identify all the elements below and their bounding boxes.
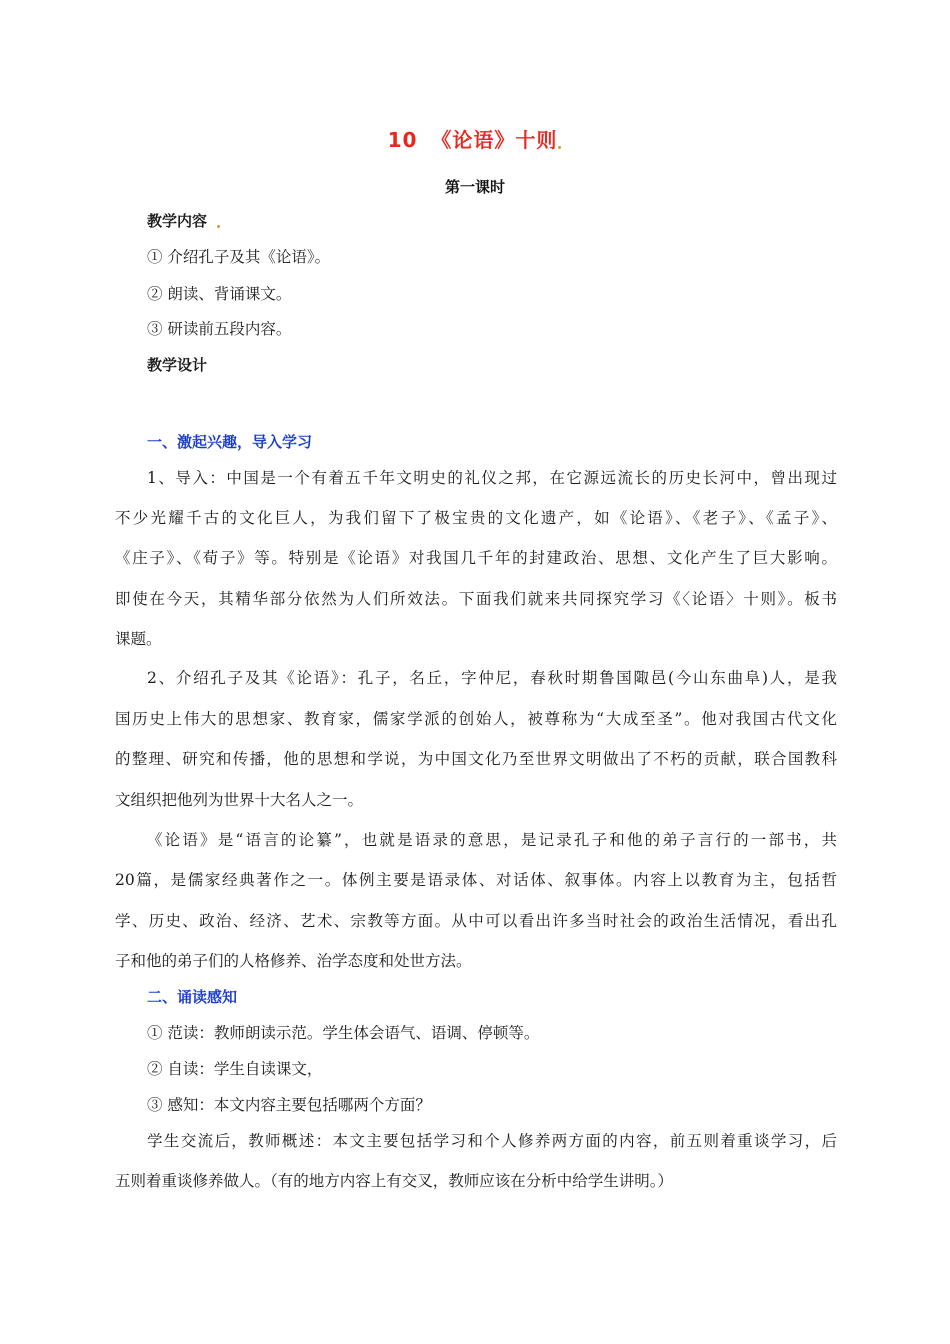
paragraph-line: 20篇，是儒家经典著作之一。体例主要是语录体、对话体、叙事体。内容上以教育为主，包括哲 xyxy=(115,871,837,889)
paragraph-line: 课题。 xyxy=(115,630,162,648)
paragraph-line: 学生交流后，教师概述：本文主要包括学习和个人修养两方面的内容，前五则着重谈学习，后 xyxy=(147,1132,837,1150)
paragraph-line: 文组织把他列为世界十大名人之一。 xyxy=(115,791,364,809)
section-heading: 二、诵读感知 xyxy=(147,988,238,1006)
paragraph-line: 即使在今天，其精华部分依然为人们所效法。下面我们就来共同探究学习《〈论语〉十则》。板书 xyxy=(115,590,837,608)
title-number: 10 xyxy=(387,128,418,152)
design-heading: 教学设计 xyxy=(147,356,208,374)
paragraph-line: 不少光耀千古的文化巨人，为我们留下了极宝贵的文化遗产，如《论语》、《老子》、《孟子》、 xyxy=(115,509,837,527)
title-text: 《论语》十则 xyxy=(431,128,558,152)
content-item: ② 朗读、背诵课文。 xyxy=(147,285,292,303)
paragraph-line: 五则着重谈修养做人。（有的地方内容上有交叉，教师应该在分析中给学生讲明。） xyxy=(115,1172,674,1190)
mark-dot xyxy=(217,225,220,228)
paragraph-line: 学、历史、政治、经济、艺术、宗教等方面。从中可以看出许多当时社会的政治生活情况，看出孔 xyxy=(115,912,837,930)
content-heading: 教学内容 xyxy=(147,211,837,231)
content-item: ③ 研读前五段内容。 xyxy=(147,320,292,338)
paragraph-line: 《庄子》、《荀子》等。特别是《论语》对我国几千年的封建政治、思想、文化产生了巨大影响。 xyxy=(115,549,837,567)
paragraph-line: 子和他的弟子们的人格修养、治学态度和处世方法。 xyxy=(115,952,472,970)
reading-item: ② 自读：学生自读课文， xyxy=(147,1060,323,1078)
document-title xyxy=(0,124,950,153)
paragraph-line: 2、介绍孔子及其《论语》：孔子，名丘，字仲尼，春秋时期鲁国陬邑(今山东曲阜)人，是我 xyxy=(147,669,837,687)
paragraph-line: 1、导入：中国是一个有着五千年文明史的礼仪之邦，在它源远流长的历史长河中，曾出现过 xyxy=(147,469,837,487)
paragraph-line: 《论语》是“语言的论纂”，也就是语录的意思，是记录孔子和他的弟子言行的一部书，共 xyxy=(147,831,837,849)
mark-dot xyxy=(558,146,561,149)
content-item: ① 介绍孔子及其《论语》。 xyxy=(147,248,331,266)
reading-item: ① 范读：教师朗读示范。学生体会语气、语调、停顿等。 xyxy=(147,1024,540,1042)
paragraph-line: 的整理、研究和传播，他的思想和学说，为中国文化乃至世界文明做出了不朽的贡献，联合国教科 xyxy=(115,750,837,768)
reading-item: ③ 感知：本文内容主要包括哪两个方面？ xyxy=(147,1096,431,1114)
paragraph-line: 国历史上伟大的思想家、教育家，儒家学派的创始人，被尊称为“大成至圣”。他对我国古代文化 xyxy=(115,710,837,728)
lesson-subtitle: 第一课时 xyxy=(444,178,505,196)
section-heading: 一、激起兴趣，导入学习 xyxy=(147,433,313,451)
